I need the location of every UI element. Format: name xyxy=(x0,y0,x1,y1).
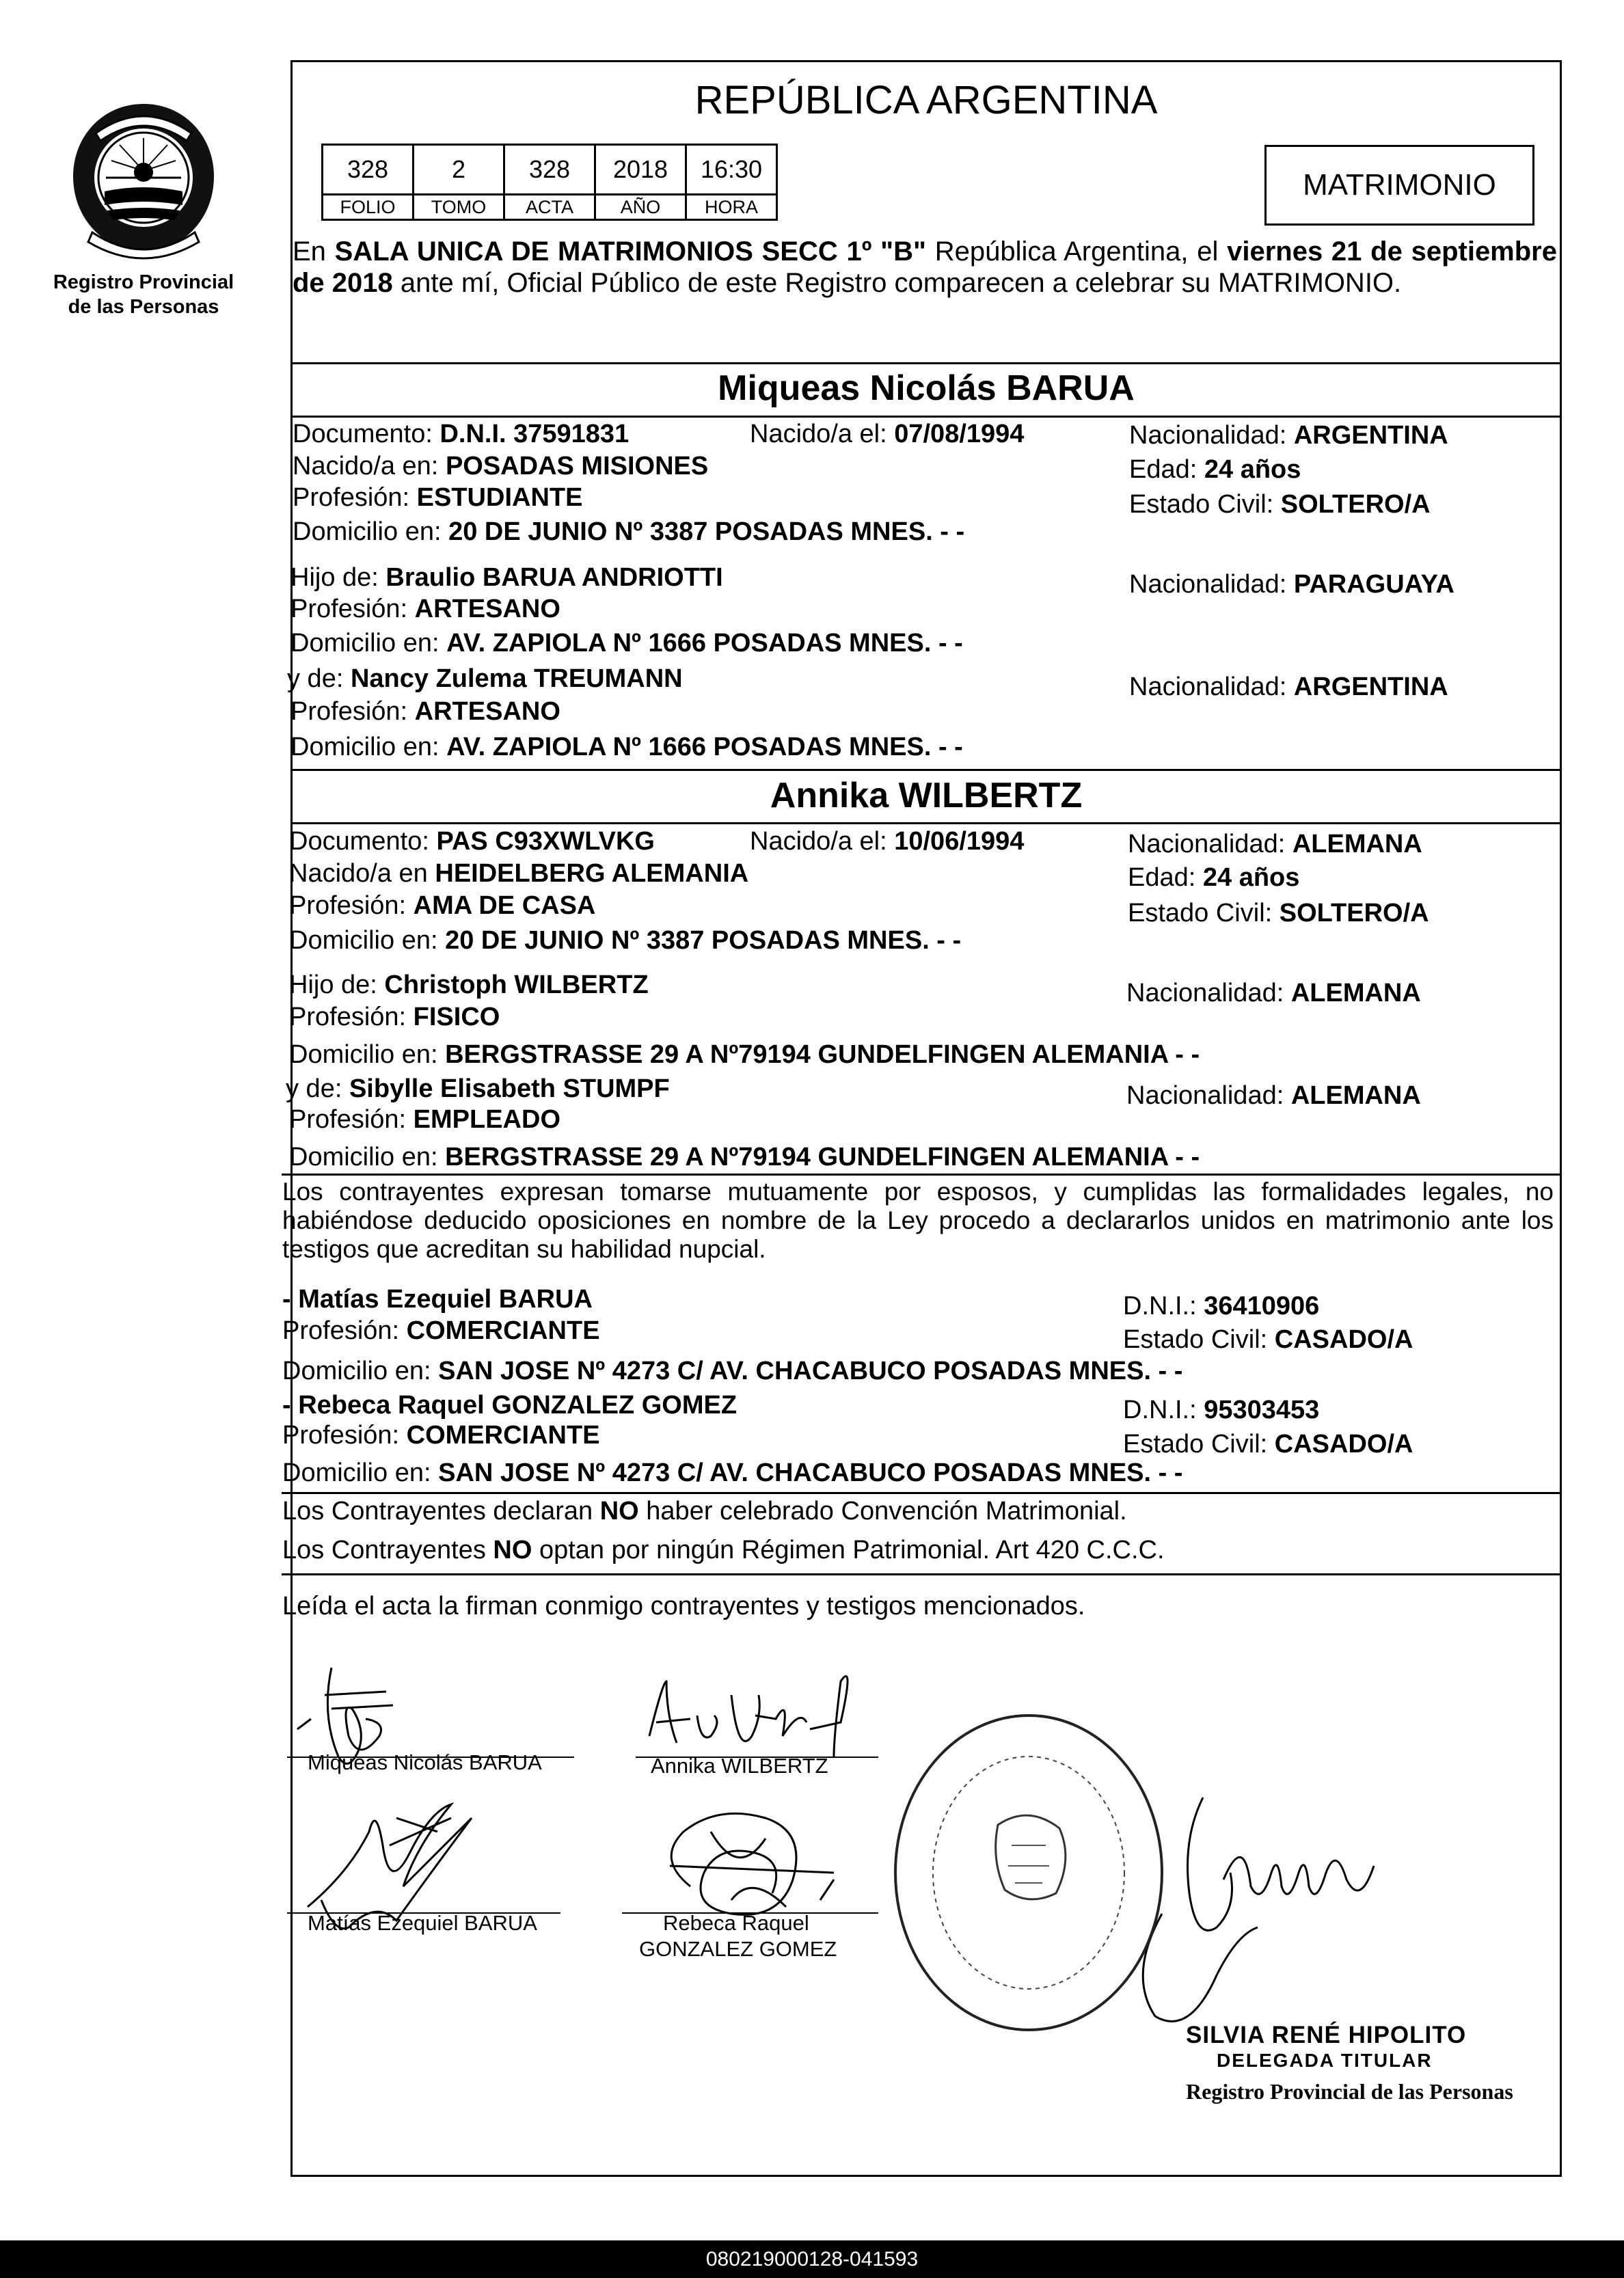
bride-father-address: Domicilio en: BERGSTRASSE 29 A Nº79194 GUNDELFINGEN ALEMANIA - - xyxy=(289,1040,1200,1069)
groom-birthplace: Nacido/a en: POSADAS MISIONES xyxy=(293,452,709,480)
official-registry: Registro Provincial de las Personas xyxy=(1186,2079,1513,2104)
witness-2-name: - Rebeca Raquel GONZALEZ GOMEZ xyxy=(282,1391,737,1420)
official-name: SILVIA RENÉ HIPOLITO xyxy=(1186,2022,1467,2048)
bride-father-profession: Profesión: FISICO xyxy=(289,1003,500,1031)
closing-statement: Leída el acta la firman conmigo contrayentes y testigos mencionados. xyxy=(282,1592,1085,1621)
hora-label: HORA xyxy=(686,195,777,220)
groom-father-address: Domicilio en: AV. ZAPIOLA Nº 1666 POSADAS MNES. - - xyxy=(290,629,963,657)
acta-value: 328 xyxy=(504,145,595,195)
bride-mother-nationality: Nacionalidad: ALEMANA xyxy=(1126,1081,1421,1110)
groom-nationality: Nacionalidad: ARGENTINA xyxy=(1129,421,1448,450)
divider xyxy=(290,769,1562,771)
witness-2-dni: D.N.I.: 95303453 xyxy=(1123,1396,1320,1424)
divider xyxy=(282,1492,1562,1494)
bride-mother-address: Domicilio en: BERGSTRASSE 29 A Nº79194 GUNDELFINGEN ALEMANIA - - xyxy=(289,1143,1200,1171)
bride-mother: y de: Sibylle Elisabeth STUMPF xyxy=(286,1074,670,1103)
tomo-label: TOMO xyxy=(414,195,504,220)
country-title: REPÚBLICA ARGENTINA xyxy=(694,78,1158,122)
divider xyxy=(290,416,1562,418)
witness-1-profession: Profesión: COMERCIANTE xyxy=(282,1316,600,1345)
registry-seal-logo xyxy=(65,96,222,260)
bride-address: Domicilio en: 20 DE JUNIO Nº 3387 POSADAS MNES. - - xyxy=(289,926,962,955)
bride-birthplace: Nacido/a en HEIDELBERG ALEMANIA xyxy=(289,859,749,888)
witness-1-civil-status: Estado Civil: CASADO/A xyxy=(1123,1325,1413,1354)
official-role: DELEGADA TITULAR xyxy=(1217,2050,1433,2071)
anio-label: AÑO xyxy=(595,195,686,220)
bride-profession: Profesión: AMA DE CASA xyxy=(289,891,596,920)
bride-birthdate: Nacido/a el: 10/06/1994 xyxy=(750,827,1025,856)
witness-1-address: Domicilio en: SAN JOSE Nº 4273 C/ AV. CHACABUCO POSADAS MNES. - - xyxy=(282,1357,1183,1385)
bride-name: Annika WILBERTZ xyxy=(770,776,1083,815)
groom-profession: Profesión: ESTUDIANTE xyxy=(293,483,583,512)
witness-1-dni: D.N.I.: 36410906 xyxy=(1123,1292,1320,1320)
bride-nationality: Nacionalidad: ALEMANA xyxy=(1128,830,1422,858)
groom-signature-caption: Miqueas Nicolás BARUA xyxy=(308,1750,542,1774)
witness-2-signature-caption-2: GONZALEZ GOMEZ xyxy=(639,1937,837,1961)
groom-mother-profession: Profesión: ARTESANO xyxy=(290,697,560,726)
groom-father: Hijo de: Braulio BARUA ANDRIOTTI xyxy=(290,563,723,592)
witness-1-name: - Matías Ezequiel BARUA xyxy=(282,1285,593,1314)
groom-document: Documento: D.N.I. 37591831 xyxy=(293,420,630,448)
groom-age: Edad: 24 años xyxy=(1129,455,1301,484)
acta-label: ACTA xyxy=(504,195,595,220)
groom-birthdate: Nacido/a el: 07/08/1994 xyxy=(750,420,1025,448)
intro-paragraph: En SALA UNICA DE MATRIMONIOS SECC 1º "B" República Argentina, el viernes 21 de septiembre de 2018 ante mí, Oficial Público de este Registro comparecen a celebrar su MATRIMONIO. xyxy=(293,236,1557,298)
bride-document: Documento: PAS C93XWLVKG xyxy=(289,827,655,856)
bride-signature-caption: Annika WILBERTZ xyxy=(651,1754,828,1778)
groom-name: Miqueas Nicolás BARUA xyxy=(718,368,1135,408)
record-reference-table xyxy=(321,144,778,221)
groom-father-profession: Profesión: ARTESANO xyxy=(290,595,560,623)
bride-father-nationality: Nacionalidad: ALEMANA xyxy=(1126,979,1421,1007)
witness-2-signature-caption: Rebeca Raquel xyxy=(663,1911,809,1935)
divider xyxy=(282,1573,1562,1575)
bride-signature xyxy=(636,1654,868,1763)
groom-mother-address: Domicilio en: AV. ZAPIOLA Nº 1666 POSADAS MNES. - - xyxy=(290,733,963,761)
convention-statement: Los Contrayentes declaran NO haber celebrado Convención Matrimonial. xyxy=(282,1497,1127,1526)
document-type-box: MATRIMONIO xyxy=(1264,145,1534,226)
bride-mother-profession: Profesión: EMPLEADO xyxy=(289,1105,561,1134)
hora-value: 16:30 xyxy=(686,145,777,195)
divider xyxy=(282,1174,1562,1176)
witness-1-signature-caption: Matías Ezequiel BARUA xyxy=(308,1911,537,1935)
tomo-value: 2 xyxy=(414,145,504,195)
witness-2-civil-status: Estado Civil: CASADO/A xyxy=(1123,1430,1413,1459)
ceremony-paragraph: Los contrayentes expresan tomarse mutuamente por esposos, y cumplidas las formalidades legales, no habiéndose deducido oposiciones en nombre de la Ley procedo a declararlos unidos en matrimonio ante los testigos que acreditan su habilidad nupcial. xyxy=(282,1178,1554,1263)
divider xyxy=(290,822,1562,824)
official-stamp xyxy=(882,1702,1176,2044)
groom-mother: y de: Nancy Zulema TREUMANN xyxy=(287,664,683,693)
groom-father-nationality: Nacionalidad: PARAGUAYA xyxy=(1129,570,1454,599)
witness-2-address: Domicilio en: SAN JOSE Nº 4273 C/ AV. CHACABUCO POSADAS MNES. - - xyxy=(282,1459,1183,1487)
witness-2-profession: Profesión: COMERCIANTE xyxy=(282,1421,600,1450)
groom-mother-nationality: Nacionalidad: ARGENTINA xyxy=(1129,673,1448,701)
bride-father: Hijo de: Christoph WILBERTZ xyxy=(289,971,649,999)
divider xyxy=(290,362,1562,364)
folio-label: FOLIO xyxy=(323,195,414,220)
groom-address: Domicilio en: 20 DE JUNIO Nº 3387 POSADAS MNES. - - xyxy=(293,517,965,546)
patrimonial-regime-statement: Los Contrayentes NO optan por ningún Régimen Patrimonial. Art 420 C.C.C. xyxy=(282,1536,1165,1564)
groom-civil-status: Estado Civil: SOLTERO/A xyxy=(1129,490,1431,519)
anio-value: 2018 xyxy=(595,145,686,195)
bride-civil-status: Estado Civil: SOLTERO/A xyxy=(1128,899,1429,927)
registry-caption: Registro Provincial de las Personas xyxy=(53,271,234,318)
footer-barcode-code: 080219000128-041593 xyxy=(0,2240,1624,2278)
bride-age: Edad: 24 años xyxy=(1128,863,1300,892)
folio-value: 328 xyxy=(323,145,414,195)
